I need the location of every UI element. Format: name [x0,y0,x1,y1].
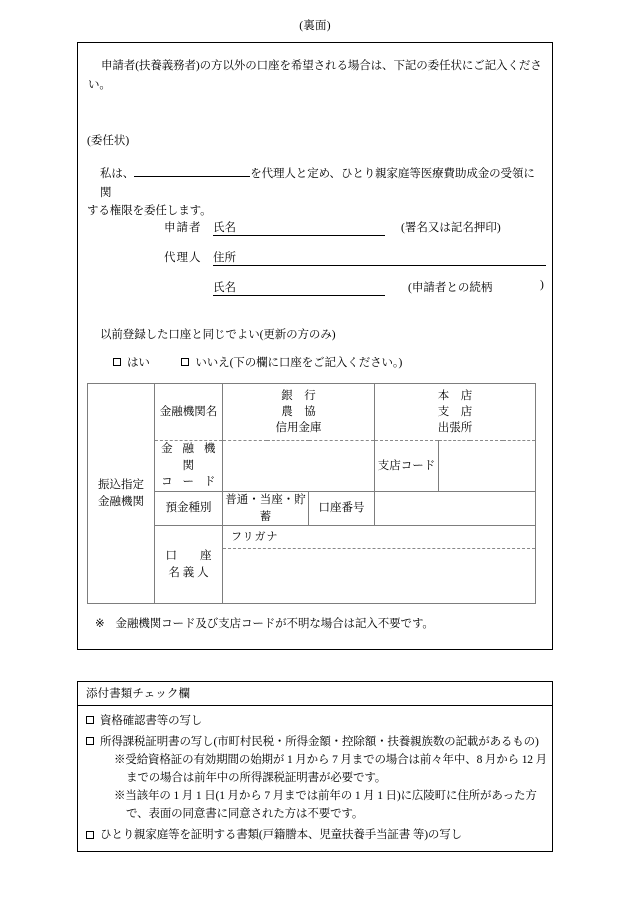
proxy-address-field[interactable] [213,249,546,266]
checkbox-no[interactable] [181,358,189,366]
account-number-label-cell [309,492,375,526]
deposit-type-options: 普通・当座・貯蓄 [225,494,306,523]
applicant-name-field[interactable] [213,219,385,236]
prior-account-question: 以前登録した口座と同じでよい(更新の方のみ) [100,329,336,341]
relationship-note-close: ) [540,279,544,291]
institution-code-label-line2: コ ー ド [161,476,219,489]
proxy-name-blank[interactable] [134,165,250,177]
branch-code-label-cell [375,441,439,492]
table-note [95,615,434,631]
attachment-item-label: 所得課税証明書の写し(市町村民税・所得金額・控除額・扶養親族数の記載があるもの) [100,735,539,748]
attachment-sub-note: までの場合は前年中の所得課税証明書が必要です。 [126,771,387,784]
prior-option-no-label: いいえ(下の欄に口座をご記入ください。) [195,357,403,369]
prior-account-question-block [87,326,402,370]
signature-row-proxy-name [78,279,554,309]
branch-name-input-cell[interactable] [375,384,536,441]
institution-code-label-cell [155,441,223,492]
institution-code-label-line1: 金 融 機 関 [161,443,219,472]
proxy-address-label: 住所 [213,252,236,264]
account-number-label: 口座番号 [318,502,365,515]
signature-row-applicant [78,219,554,249]
deposit-type-label: 預金種別 [165,502,212,515]
checkbox-attachment-2[interactable] [86,737,94,745]
institution-type-bank: 銀 行 [281,389,316,402]
applicant-seal-note: (署名又は記名押印) [401,222,501,234]
note-text: 金融機関コード及び支店コードが不明な場合は記入不要です。 [115,618,434,630]
page-side-label: (裏面) [299,20,331,32]
checkbox-attachment-3[interactable] [86,831,94,839]
applicant-name-label: 氏名 [213,222,236,234]
account-holder-input-cell[interactable] [223,526,536,604]
prior-account-options [87,354,402,370]
checkbox-attachment-1[interactable] [86,716,94,724]
attachment-sub-note: ※当該年の 1 月 1 日(1 月から 7 月までは前年の 1 月 1 日)に広陵町に住所があった方 [114,790,537,803]
table-row-institution-name [88,384,536,441]
institution-name-label-cell [155,384,223,441]
institution-type-coop: 農 協 [281,405,316,418]
attachment-sub-note: ※受給資格証の有効期間の始期が 1 月から 7 月までの場合は前々年中、8 月から 12 月 [114,753,547,766]
attachment-sub-note: で、表面の同意書に同意された方は不要です。 [126,808,364,821]
table-row-deposit [88,492,536,526]
proxy-text-after: を代理人と定め、ひとり親家庭等医療費助成金の受領に関 [100,168,535,199]
attachment-checklist-box [77,681,553,852]
attachment-item [78,731,552,825]
proxy-section-title: (委任状) [87,135,130,147]
furigana-label: フリガナ [223,526,535,549]
checkbox-yes[interactable] [113,358,121,366]
deposit-type-options-cell[interactable] [223,492,309,526]
account-holder-name-input[interactable] [223,549,535,603]
signature-row-proxy-address [78,249,554,279]
signature-block [78,219,554,309]
branch-code-label: 支店コード [377,459,436,472]
note-mark: ※ [95,618,105,630]
proxy-text-line2: する権限を委任します。 [87,205,212,218]
institution-name-label: 金融機関名 [159,405,218,418]
branch-type-sub: 出張所 [437,422,473,435]
applicant-role-label: 申請者 [164,222,202,234]
intro-paragraph: 申請者(扶養義務者)の方以外の口座を希望される場合は、下記の委任状にご記入ください。 [88,60,542,91]
bank-account-table [87,383,536,604]
institution-code-cells[interactable] [223,441,375,492]
proxy-text-before: 私は、 [100,168,135,180]
proxy-name-label: 氏名 [213,282,236,294]
account-number-cells[interactable] [375,492,536,526]
account-holder-label-cell [155,526,223,604]
attachment-item-label: ひとり親家庭等を証明する書類(戸籍謄本、児童扶養手当証書 等)の写し [100,829,462,842]
attachment-checklist-title: 添付書類チェック欄 [78,682,552,706]
account-holder-label-line1: 口 座 [165,550,212,563]
attachment-item [78,825,552,846]
branch-code-cells[interactable] [439,441,536,492]
prior-option-yes-label: はい [127,357,150,369]
proxy-statement [87,165,546,221]
institution-name-input-cell[interactable] [223,384,375,441]
proxy-form-box [77,42,553,650]
attachment-item [78,710,552,731]
proxy-role-label: 代理人 [164,252,202,264]
table-row-codes [88,441,536,492]
institution-type-shinkin: 信用金庫 [275,422,322,435]
attachment-checklist-items [78,706,552,851]
row-header-line1: 振込指定 [98,479,144,491]
table-row-account-holder [88,526,536,604]
proxy-name-field[interactable] [213,279,385,296]
branch-type-branch: 支 店 [437,405,473,418]
deposit-type-label-cell [155,492,223,526]
account-holder-label-line2: 名 義 人 [168,566,209,579]
branch-type-head: 本 店 [437,389,473,402]
attachment-item-label: 資格確認書等の写し [100,714,203,727]
row-header-cell [88,384,155,604]
relationship-note: (申請者との続柄 [408,282,493,294]
row-header-line2: 金融機関 [98,495,144,508]
